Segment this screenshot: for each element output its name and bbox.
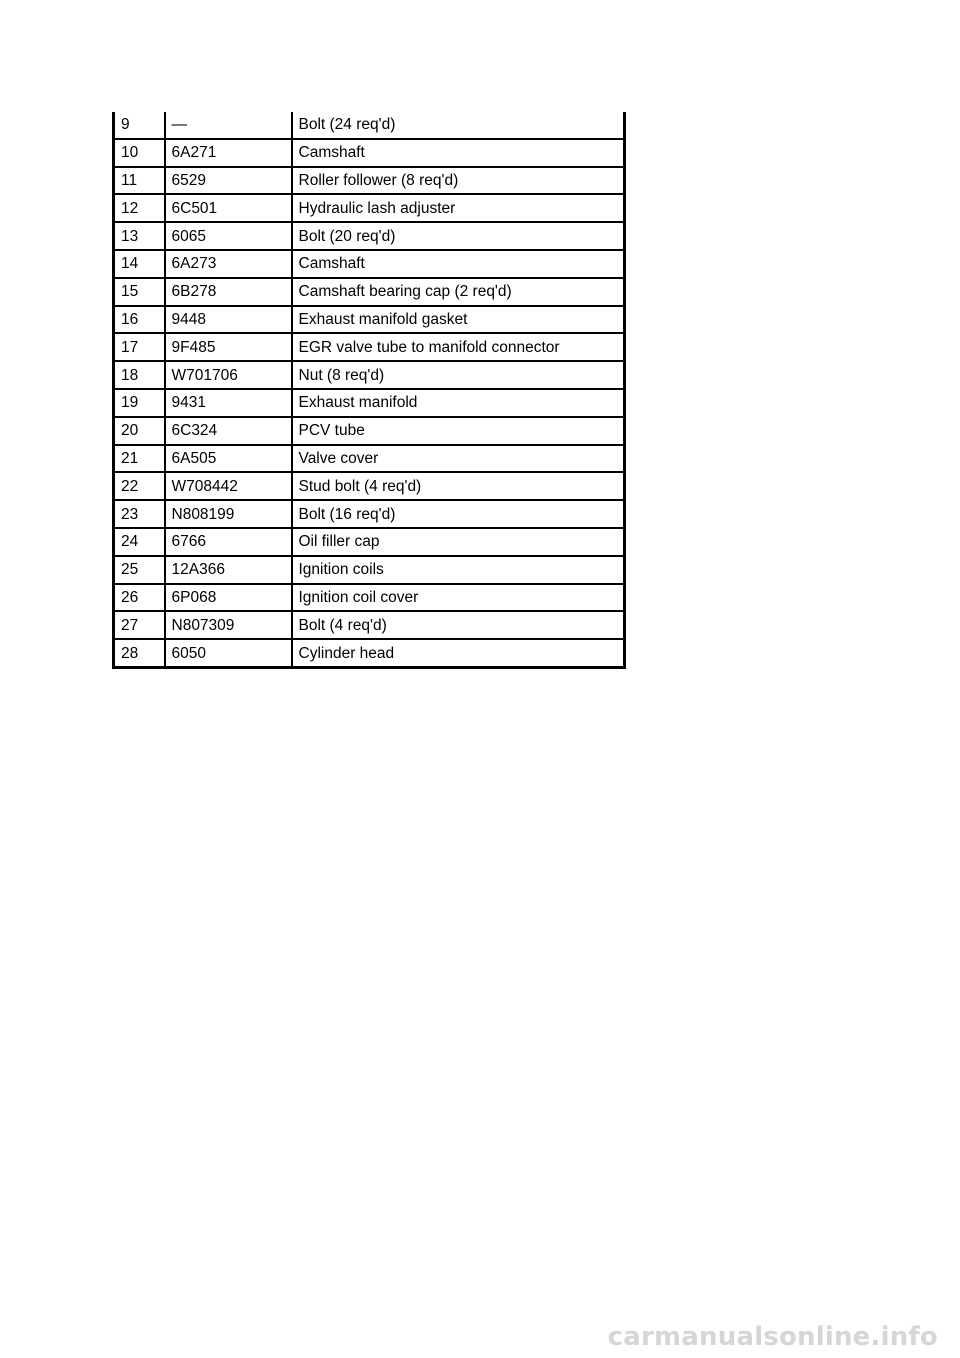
item-number-cell: 12: [114, 194, 165, 222]
description-cell: Camshaft bearing cap (2 req'd): [292, 278, 625, 306]
table-row: [114, 639, 625, 667]
description-cell: Exhaust manifold: [292, 389, 625, 417]
part-number-cell: W708442: [165, 472, 292, 500]
table-row: [114, 278, 625, 306]
item-number-cell: 10: [114, 139, 165, 167]
item-number-cell: 15: [114, 278, 165, 306]
part-number-cell: N807309: [165, 611, 292, 639]
table-row: [114, 472, 625, 500]
item-number-cell: 17: [114, 333, 165, 361]
table-row: [114, 222, 625, 250]
item-number-cell: 25: [114, 556, 165, 584]
item-number-cell: 23: [114, 500, 165, 528]
part-number-cell: 6C501: [165, 194, 292, 222]
description-cell: Bolt (4 req'd): [292, 611, 625, 639]
table-row: [114, 333, 625, 361]
description-cell: Ignition coils: [292, 556, 625, 584]
table-row: [114, 306, 625, 334]
item-number-cell: 9: [114, 112, 165, 139]
part-number-cell: 6P068: [165, 584, 292, 612]
part-number-cell: 6050: [165, 639, 292, 667]
part-number-cell: 6C324: [165, 417, 292, 445]
description-cell: Exhaust manifold gasket: [292, 306, 625, 334]
item-number-cell: 13: [114, 222, 165, 250]
description-cell: PCV tube: [292, 417, 625, 445]
description-cell: EGR valve tube to manifold connector: [292, 333, 625, 361]
item-number-cell: 21: [114, 445, 165, 473]
description-cell: Stud bolt (4 req'd): [292, 472, 625, 500]
part-number-cell: 12A366: [165, 556, 292, 584]
item-number-cell: 19: [114, 389, 165, 417]
table-row: [114, 500, 625, 528]
item-number-cell: 28: [114, 639, 165, 667]
description-cell: Oil filler cap: [292, 528, 625, 556]
part-number-cell: 6766: [165, 528, 292, 556]
item-number-cell: 27: [114, 611, 165, 639]
description-cell: Nut (8 req'd): [292, 361, 625, 389]
part-number-cell: 9431: [165, 389, 292, 417]
item-number-cell: 20: [114, 417, 165, 445]
table-row: [114, 556, 625, 584]
description-cell: Ignition coil cover: [292, 584, 625, 612]
table-row: [114, 417, 625, 445]
description-cell: Hydraulic lash adjuster: [292, 194, 625, 222]
table-row: [114, 194, 625, 222]
table-row: [114, 250, 625, 278]
table-row: [114, 167, 625, 195]
item-number-cell: 14: [114, 250, 165, 278]
table-row: [114, 112, 625, 139]
description-cell: Camshaft: [292, 139, 625, 167]
table-row: [114, 584, 625, 612]
part-number-cell: N808199: [165, 500, 292, 528]
table-row: [114, 445, 625, 473]
description-cell: Bolt (24 req'd): [292, 112, 625, 139]
description-cell: Camshaft: [292, 250, 625, 278]
item-number-cell: 22: [114, 472, 165, 500]
item-number-cell: 26: [114, 584, 165, 612]
description-cell: Roller follower (8 req'd): [292, 167, 625, 195]
part-number-cell: —: [165, 112, 292, 139]
parts-table: [112, 112, 626, 669]
part-number-cell: 6A505: [165, 445, 292, 473]
item-number-cell: 18: [114, 361, 165, 389]
watermark: carmanualsonline.info: [607, 1322, 938, 1352]
description-cell: Bolt (16 req'd): [292, 500, 625, 528]
table-row: [114, 361, 625, 389]
item-number-cell: 11: [114, 167, 165, 195]
item-number-cell: 24: [114, 528, 165, 556]
part-number-cell: 6529: [165, 167, 292, 195]
description-cell: Cylinder head: [298, 644, 395, 662]
part-number-cell: 6B278: [165, 278, 292, 306]
part-number-cell: 6A273: [165, 250, 292, 278]
description-cell: Bolt (20 req'd): [292, 222, 625, 250]
part-number-cell: 6A271: [165, 139, 292, 167]
table-row: [114, 528, 625, 556]
description-cell: Valve cover: [292, 445, 625, 473]
table-row: [114, 389, 625, 417]
part-number-cell: 9448: [165, 306, 292, 334]
parts-table-body: [114, 112, 625, 667]
table-row: [114, 611, 625, 639]
part-number-cell: 6065: [165, 222, 292, 250]
table-row: [114, 139, 625, 167]
item-number-cell: 16: [114, 306, 165, 334]
part-number-cell: W701706: [165, 361, 292, 389]
part-number-cell: 9F485: [165, 333, 292, 361]
